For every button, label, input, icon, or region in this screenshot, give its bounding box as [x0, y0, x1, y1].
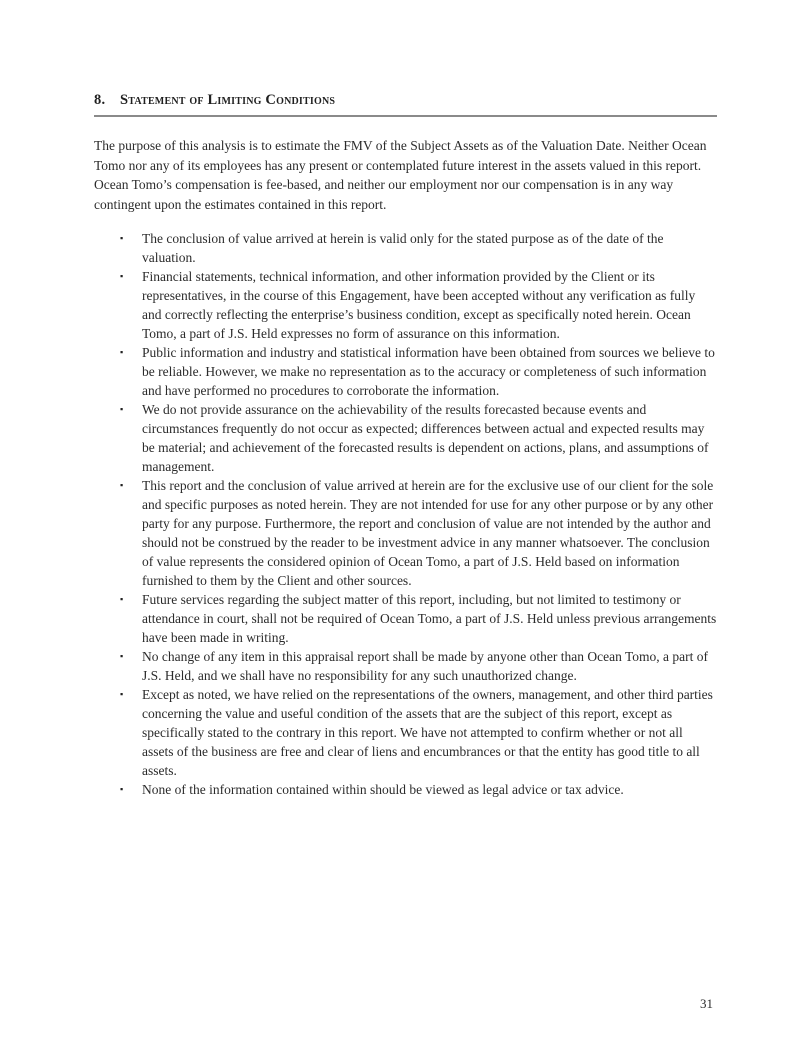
bullet-icon: ▪ — [120, 347, 124, 357]
bullet-icon: ▪ — [120, 594, 124, 604]
list-item — [94, 647, 717, 685]
bullet-icon: ▪ — [120, 233, 124, 243]
intro-paragraph: The purpose of this analysis is to estimate the FMV of the Subject Assets as of the Valuation Date. Neither Ocean Tomo nor any of its employees has any present or contemplated future interest in the assets valued in this report. Ocean Tomo’s compensation is fee-based, and neither our employment nor our compensation is in any way contingent upon the estimates contained in this report. — [94, 138, 707, 212]
list-item — [94, 780, 717, 799]
bullet-icon: ▪ — [120, 784, 124, 794]
bullet-text: No change of any item in this appraisal report shall be made by anyone other than Ocean Tomo, a part of J.S. Held, and we shall have no responsibility for any such unauthorized change. — [142, 649, 708, 683]
bullet-icon: ▪ — [120, 480, 124, 490]
list-item — [94, 685, 717, 780]
section-heading — [94, 92, 717, 117]
section-number: 8. — [94, 92, 106, 108]
bullet-text: Financial statements, technical information, and other information provided by the Client or its representatives, in the course of this Engagement, have been accepted without any verification as fully and correctly reflecting the enterprise’s business condition, except as specifically noted herein. Ocean Tomo, a part of J.S. Held expresses no form of assurance on this information. — [142, 269, 696, 341]
bullet-text: The conclusion of value arrived at herein is valid only for the stated purpose as of the date of the valuation. — [142, 231, 664, 265]
limiting-conditions-list — [94, 229, 717, 799]
page-number: 31 — [700, 996, 713, 1011]
bullet-text: Except as noted, we have relied on the representations of the owners, management, and other third parties concerning the value and useful condition of the assets that are the subject of this report, except as specifically stated to the contrary in this report. We have not attempted to confirm whether or not all assets of the business are free and clear of liens and encumbrances or that the entity has good title to all assets. — [142, 687, 713, 778]
list-item — [94, 590, 717, 647]
bullet-text: Public information and industry and statistical information have been obtained from sources we believe to be reliable. However, we make no representation as to the accuracy or completeness of such information and have performed no procedures to corroborate the information. — [142, 345, 715, 398]
list-item — [94, 400, 717, 476]
bullet-icon: ▪ — [120, 271, 124, 281]
section-title: Statement of Limiting Conditions — [120, 92, 336, 108]
list-item — [94, 343, 717, 400]
bullet-icon: ▪ — [120, 404, 124, 414]
bullet-text: We do not provide assurance on the achievability of the results forecasted because events and circumstances frequently do not occur as expected; differences between actual and expected results may be material; and achievement of the forecasted results is dependent on actions, plans, and assumptions of management. — [142, 402, 709, 474]
bullet-text: This report and the conclusion of value arrived at herein are for the exclusive use of our client for the sole and specific purposes as noted herein. They are not intended for use for any other purpose or by any other party for any purpose. Furthermore, the report and conclusion of value are not intended by the author and should not be construed by the reader to be investment advice in any manner whatsoever. The conclusion of value represents the considered opinion of Ocean Tomo, a part of J.S. Held based on information furnished to them by the Client and other sources. — [142, 478, 714, 588]
bullet-text: Future services regarding the subject matter of this report, including, but not limited to testimony or attendance in court, shall not be required of Ocean Tomo, a part of J.S. Held unless previous arrangements have been made in writing. — [142, 592, 717, 645]
list-item — [94, 267, 717, 343]
bullet-text: None of the information contained within should be viewed as legal advice or tax advice. — [142, 782, 624, 797]
bullet-icon: ▪ — [120, 689, 124, 699]
bullet-icon: ▪ — [120, 651, 124, 661]
page-content — [94, 92, 717, 799]
list-item — [94, 476, 717, 590]
list-item — [94, 229, 717, 267]
